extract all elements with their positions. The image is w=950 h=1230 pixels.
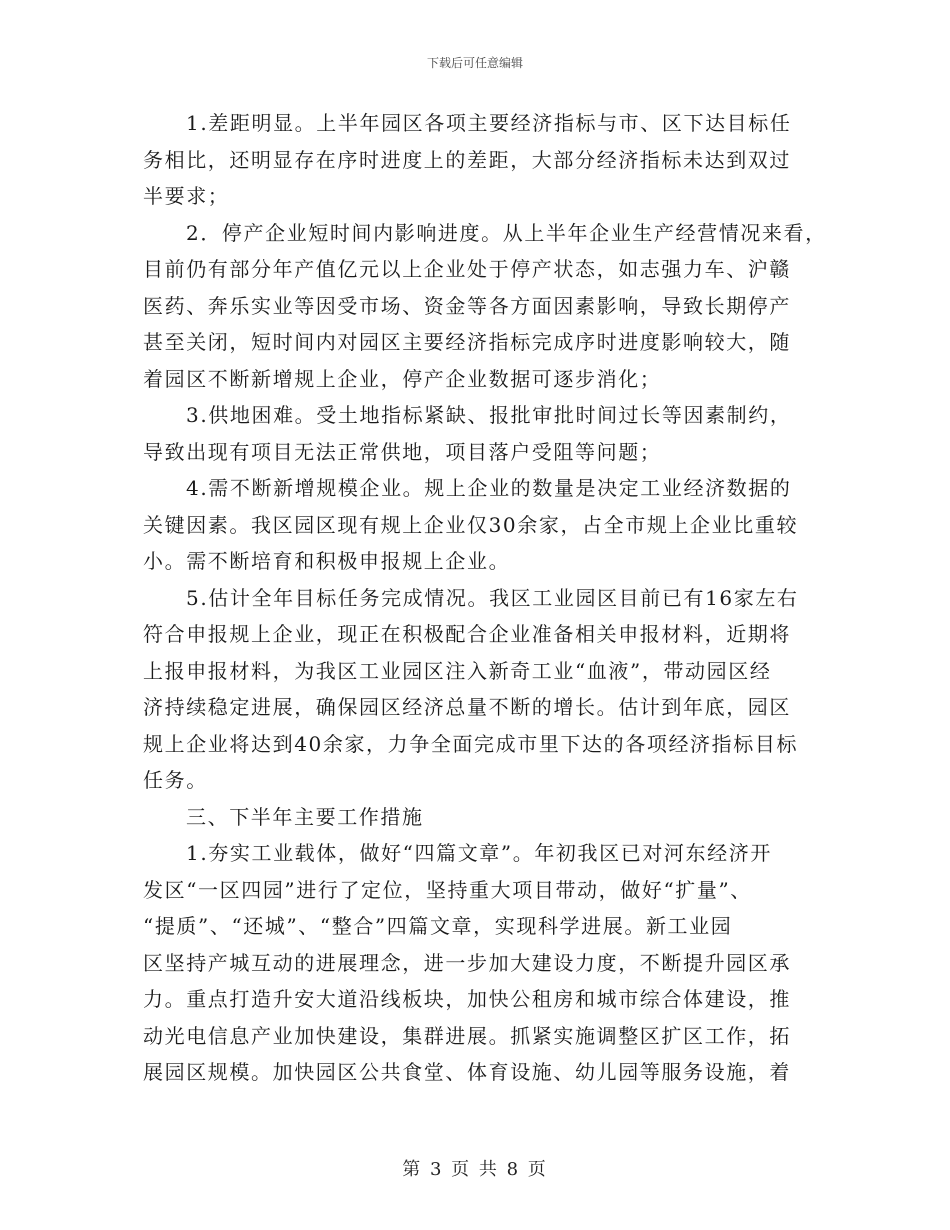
text-line: 半要求； [143,184,230,208]
paragraph-annual-estimate [143,580,805,799]
text-line: 3.供地困难。受土地指标紧缺、报批审批时间过长等因素制约， [186,403,792,427]
text-line: 1.差距明显。上半年园区各项主要经济指标与市、区下达目标任 [186,111,792,135]
paragraph-new-enterprises [143,470,805,580]
text-line: 力。重点打造升安大道沿线板块，加快公租房和城市综合体建设，推 [143,987,791,1011]
paragraph-industrial-carrier [143,835,805,1091]
paragraph-shutdown [143,215,827,398]
paragraph-gap [143,105,805,215]
text-line: 小。需不断培育和积极申报规上企业。 [143,549,511,573]
text-line: 导致出现有项目无法正常供地，项目落户受阻等问题； [143,439,662,464]
paragraph-land-supply [143,397,805,470]
page-number-footer: 第 3 页 共 8 页 [402,1159,548,1180]
text-line: 展园区规模。加快园区公共食堂、体育设施、幼儿园等服务设施，着 [143,1060,791,1084]
text-line: 目前仍有部分年产值亿元以上企业处于停产状态，如志强力车、沪赣 [143,257,791,281]
text-line: 关键因素。我区园区现有规上企业仅30余家，占全市规上企业比重较 [143,512,799,537]
text-line: 动光电信息产业加快建设，集群进展。抓紧实施调整区扩区工作，拓 [143,1023,791,1048]
page-header-note: 下载后可任意编辑 [426,56,523,70]
section-heading [143,799,805,836]
text-line: 发区“一区四园”进行了定位，坚持重大项目带动，做好“扩量”、 [143,877,752,902]
text-line: 济持续稳定进展，确保园区经济总量不断的增长。估计到年底，园区 [143,695,791,719]
text-line: 甚至关闭，短时间内对园区主要经济指标完成序时进度影响较大，随 [143,330,791,354]
text-line: 上报申报材料，为我区工业园区注入新奇工业“血液”，带动园区经 [143,658,772,683]
text-line: 4.需不断新增规模企业。规上企业的数量是决定工业经济数据的 [186,476,792,500]
text-line: 三、下半年主要工作措施 [186,804,424,829]
text-line: 规上企业将达到40余家，力争全面完成市里下达的各项经济指标目标 [143,731,799,756]
text-line: 任务。 [143,768,208,792]
text-line: “提质”、“还城”、“整合”四篇文章，实现科学进展。新工业园 [143,914,733,938]
text-line: 医药、奔乐实业等因受市场、资金等各方面因素影响，导致长期停产 [143,293,791,318]
text-line: 区坚持产城互动的进展理念，进一步加大建设力度，不断提升园区承 [143,950,791,975]
text-line: 着园区不断新增规上企业，停产企业数据可逐步消化； [143,366,662,391]
text-line: 符合申报规上企业，现正在积极配合企业准备相关申报材料，近期将 [143,622,791,646]
text-line: 1.夯实工业载体，做好“四篇文章”。年初我区已对河东经济开 [186,841,772,865]
text-line: 5.估计全年目标任务完成情况。我区工业园区目前已有16家左右 [186,585,799,610]
text-line: 2．停产企业短时间内影响进度。从上半年企业生产经营情况来看， [186,220,827,245]
text-line: 务相比，还明显存在序时进度上的差距，大部分经济指标未达到双过 [143,147,791,172]
document-body [143,105,827,1091]
